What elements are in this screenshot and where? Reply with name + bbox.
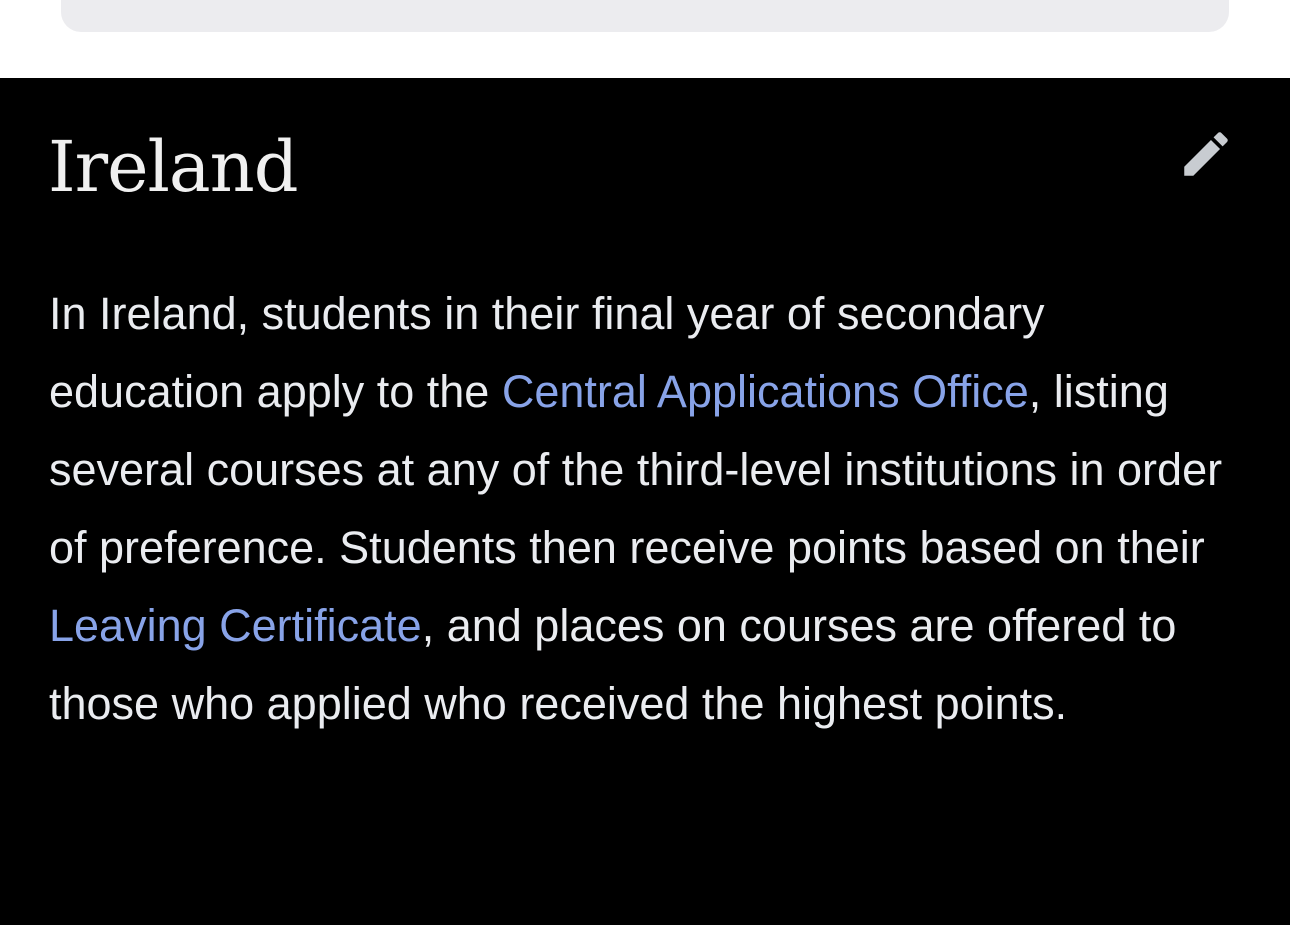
article-section [0, 78, 1290, 925]
section-paragraph [49, 275, 1249, 743]
pencil-icon [1177, 125, 1235, 183]
edit-section-button[interactable] [1170, 118, 1242, 190]
top-bar [0, 0, 1290, 78]
section-heading: Ireland [48, 126, 298, 208]
paragraph-text-2: , listing several courses at any of the third-level institutions in order of preference. Students then receive points based on their [49, 366, 1223, 573]
paragraph-text-3: , and places on courses are offered to those who applied who received the highest points. [49, 600, 1177, 729]
leaving-certificate-link[interactable]: Leaving Certificate [49, 600, 422, 651]
search-input[interactable] [61, 0, 1229, 32]
paragraph-text-1: In Ireland, students in their final year of secondary education apply to the [49, 288, 1045, 417]
central-applications-office-link[interactable]: Central Applications Office [501, 366, 1029, 417]
